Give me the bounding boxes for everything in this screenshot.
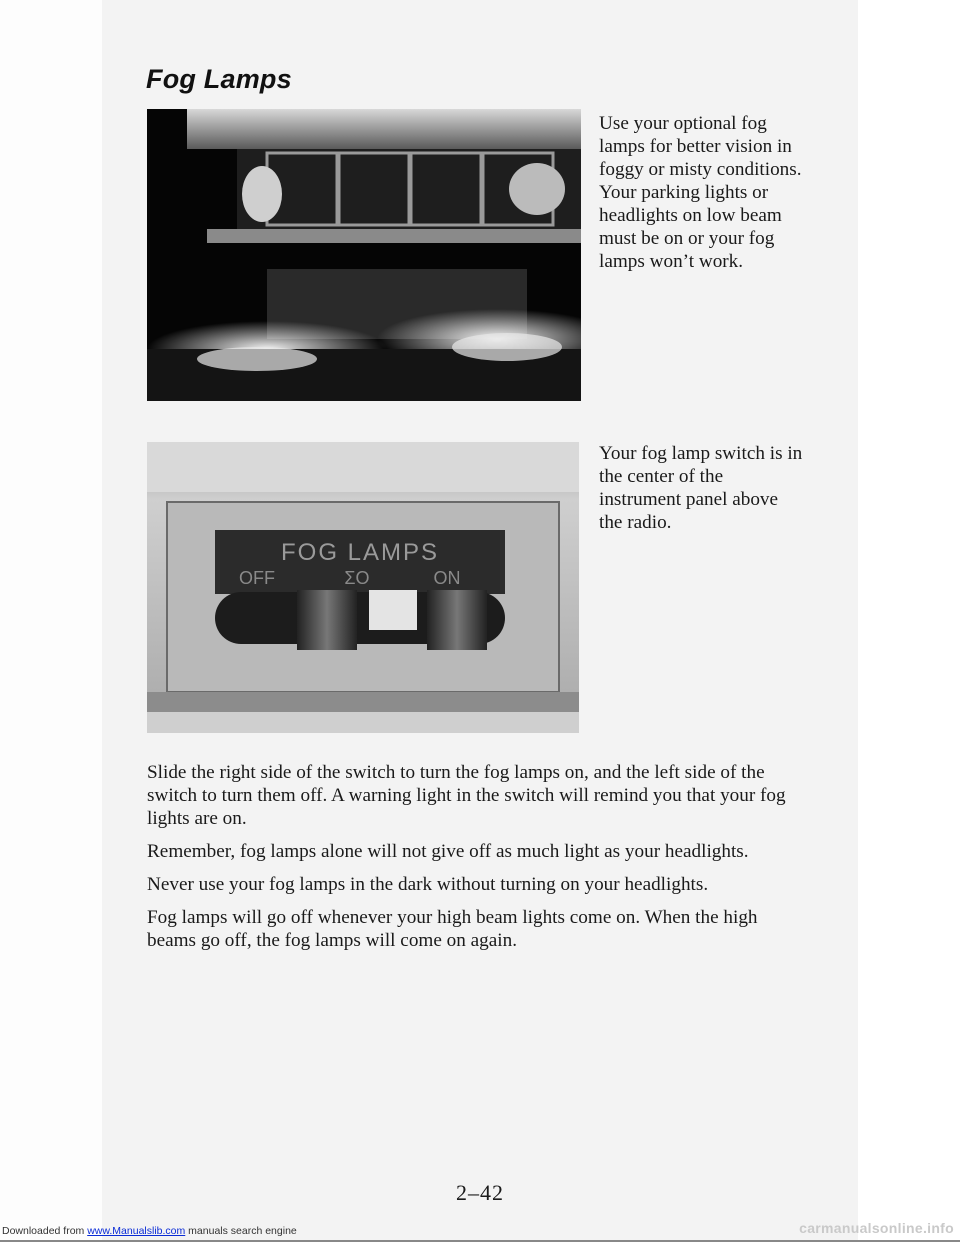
fog-lamps-intro-text: Use your optional fog lamps for better vision in foggy or misty conditions. Your parking lights or headlights on low beam must be on or your fog lamps won’t work. xyxy=(599,113,802,272)
fog-lamp-switch-photo-art xyxy=(147,442,579,733)
page-margin-right xyxy=(858,0,960,1242)
body-text xyxy=(147,761,807,962)
fog-lamps-photo xyxy=(147,109,581,401)
manualslib-link[interactable]: www.Manualslib.com xyxy=(87,1225,186,1237)
watermark: carmanualsonline.info xyxy=(799,1220,954,1236)
section-heading: Fog Lamps xyxy=(146,64,292,94)
switch-off-label: OFF xyxy=(239,568,275,588)
page-margin-left xyxy=(0,0,102,1242)
switch-on-label: ON xyxy=(433,568,461,588)
switch-symbol: ƩO xyxy=(344,568,370,588)
fog-lamp-switch-photo xyxy=(147,442,579,733)
footer-suffix: manuals search engine xyxy=(185,1225,297,1237)
footer-prefix: Downloaded from xyxy=(2,1225,88,1237)
page-number: 2–42 xyxy=(456,1180,504,1205)
download-footer xyxy=(2,1225,297,1237)
fog-lamps-photo-art xyxy=(147,109,581,401)
paragraph: Never use your fog lamps in the dark without turning on your headlights. xyxy=(147,874,709,895)
paragraph: Fog lamps will go off whenever your high beam lights come on. When the high beams go off, the fog lamps will come on again. xyxy=(147,907,758,951)
switch-label: FOG LAMPS xyxy=(280,539,440,566)
paragraph: Slide the right side of the switch to turn the fog lamps on, and the left side of the switch to turn them off. A warning light in the switch will remind you that your fog lights are on. xyxy=(147,762,786,829)
fog-lamp-switch-text: Your fog lamp switch is in the center of the instrument panel above the radio. xyxy=(599,443,803,533)
paragraph: Remember, fog lamps alone will not give off as much light as your headlights. xyxy=(147,841,749,862)
